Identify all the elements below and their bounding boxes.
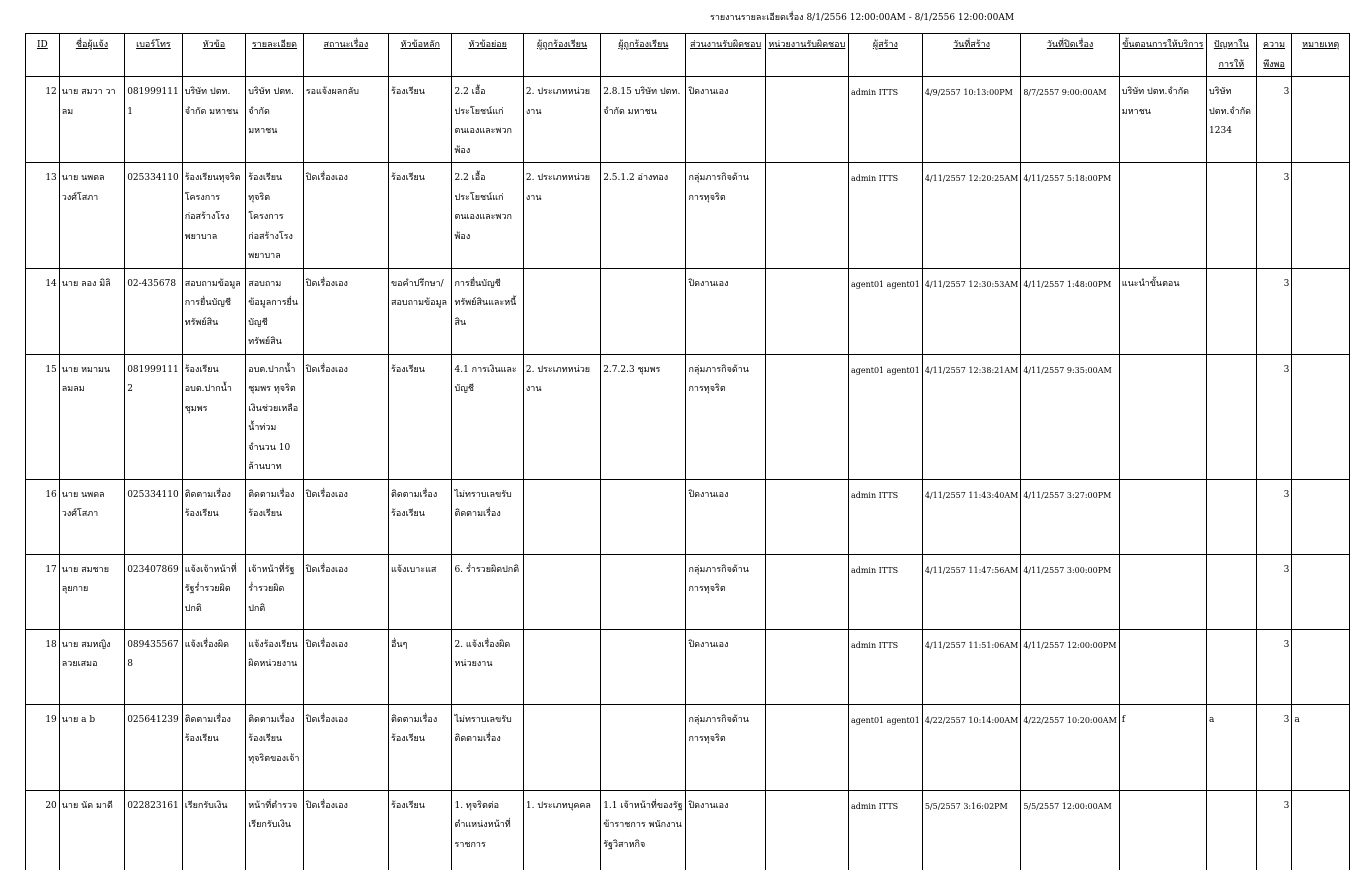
service-cell: [1119, 354, 1206, 479]
phone-cell: 023407869: [125, 554, 183, 629]
topic-cell: ร้องเรียน อบต.ปากน้ำ ชุมพร: [182, 354, 246, 479]
name-cell: นาย นพดล วงศ์โสภา: [59, 479, 124, 554]
detail-cell: หน้าที่ตำรวจเรียกรับเงิน: [246, 790, 304, 870]
creator-cell: admin ITTS: [848, 629, 922, 704]
creator-cell: admin ITTS: [848, 77, 922, 163]
table-row: [26, 554, 1350, 629]
header-phone: เบอร์โทร: [125, 34, 183, 77]
closed-cell: 4/11/2557 3:27:00PM: [1021, 479, 1119, 554]
problem-cell: [1207, 790, 1257, 870]
section-cell: ปิดงานเอง: [686, 77, 765, 163]
main-topic-cell: ร้องเรียน: [388, 790, 452, 870]
agency-cell: [765, 479, 848, 554]
agency-cell: [765, 704, 848, 790]
service-cell: [1119, 479, 1206, 554]
status-cell: ปิดเรื่องเอง: [303, 479, 388, 554]
name-cell: นาย หมามน ลมลม: [59, 354, 124, 479]
agency-cell: [765, 354, 848, 479]
created-cell: 4/22/2557 10:14:00AM: [922, 704, 1020, 790]
satisfaction-cell: 3: [1256, 479, 1292, 554]
topic-cell: แจ้งเจ้าหน้าที่รัฐร่ำรวยผิดปกติ: [182, 554, 246, 629]
detail-cell: เจ้าหน้าที่รัฐร่ำรวยผิดปกติ: [246, 554, 304, 629]
service-cell: บริษัท ปตท.จำกัด มหาชน: [1119, 77, 1206, 163]
phone-cell: 0894355678: [125, 629, 183, 704]
service-cell: f: [1119, 704, 1206, 790]
main-topic-cell: ร้องเรียน: [388, 77, 452, 163]
problem-cell: [1207, 629, 1257, 704]
table-row: [26, 268, 1350, 354]
phone-cell: 025334110: [125, 479, 183, 554]
header-accused-type: ผู้ถูกร้องเรียน: [523, 34, 600, 77]
report-body: [26, 77, 1350, 871]
created-cell: 4/11/2557 12:38:21AM: [922, 354, 1020, 479]
satisfaction-cell: 3: [1256, 790, 1292, 870]
status-cell: ปิดเรื่องเอง: [303, 790, 388, 870]
id-cell: 18: [26, 629, 60, 704]
topic-cell: ร้องเรียนทุจริตโครงการก่อสร้างโรงพยาบาล: [182, 163, 246, 269]
name-cell: นาย สมชาย ลุยกาย: [59, 554, 124, 629]
status-cell: ปิดเรื่องเอง: [303, 554, 388, 629]
closed-cell: 8/7/2557 9:00:00AM: [1021, 77, 1119, 163]
closed-cell: 5/5/2557 12:00:00AM: [1021, 790, 1119, 870]
accused-cell: 2.5.1.2 อ่างทอง: [601, 163, 686, 269]
phone-cell: 022823161: [125, 790, 183, 870]
accused-type-cell: 2. ประเภทหน่วยงาน: [523, 354, 600, 479]
phone-cell: 0819991112: [125, 354, 183, 479]
topic-cell: บริษัท ปตท. จำกัด มหาชน: [182, 77, 246, 163]
service-cell: [1119, 629, 1206, 704]
header-closed: วันที่ปิดเรื่อง: [1021, 34, 1119, 77]
id-cell: 17: [26, 554, 60, 629]
header-accused: ผู้ถูกร้องเรียน: [601, 34, 686, 77]
problem-cell: a: [1207, 704, 1257, 790]
problem-cell: บริษัท ปตท.จำกัด 1234: [1207, 77, 1257, 163]
sub-topic-cell: ไม่ทราบเลขรับติดตามเรื่อง: [452, 704, 523, 790]
id-cell: 20: [26, 790, 60, 870]
detail-cell: อบต.ปากน้ำ ชุมพร ทุจริตเงินช่วยเหลือน้ำท่วม จำนวน 10 ล้านบาท: [246, 354, 304, 479]
report-title: รายงานรายละเอียดเรื่อง 8/1/2556 12:00:00AM - 8/1/2556 12:00:00AM: [710, 13, 1015, 23]
name-cell: นาย สมวา วา ลม: [59, 77, 124, 163]
id-cell: 14: [26, 268, 60, 354]
status-cell: รอแจ้งผลกลับ: [303, 77, 388, 163]
table-row: [26, 163, 1350, 269]
satisfaction-cell: 3: [1256, 554, 1292, 629]
accused-cell: 2.7.2.3 ชุมพร: [601, 354, 686, 479]
agency-cell: [765, 629, 848, 704]
agency-cell: [765, 163, 848, 269]
detail-cell: ร้องเรียนทุจริตโครงการก่อสร้างโรงพยาบาล: [246, 163, 304, 269]
header-remark: หมายเหตุ: [1292, 34, 1350, 77]
status-cell: ปิดเรื่องเอง: [303, 163, 388, 269]
closed-cell: 4/11/2557 9:35:00AM: [1021, 354, 1119, 479]
section-cell: ปิดงานเอง: [686, 268, 765, 354]
main-topic-cell: ติดตามเรื่องร้องเรียน: [388, 479, 452, 554]
accused-cell: [601, 554, 686, 629]
remark-cell: [1292, 268, 1350, 354]
accused-cell: [601, 629, 686, 704]
problem-cell: [1207, 268, 1257, 354]
section-cell: ปิดงานเอง: [686, 479, 765, 554]
service-cell: [1119, 790, 1206, 870]
creator-cell: admin ITTS: [848, 554, 922, 629]
accused-type-cell: [523, 704, 600, 790]
accused-type-cell: 2. ประเภทหน่วยงาน: [523, 77, 600, 163]
created-cell: 4/11/2557 11:47:56AM: [922, 554, 1020, 629]
section-cell: กลุ่มภารกิจด้านการทุจริต: [686, 354, 765, 479]
main-topic-cell: ร้องเรียน: [388, 163, 452, 269]
agency-cell: [765, 554, 848, 629]
header-satisfaction: ความพึงพอ: [1256, 34, 1292, 77]
phone-cell: 025334110: [125, 163, 183, 269]
remark-cell: [1292, 354, 1350, 479]
satisfaction-cell: 3: [1256, 163, 1292, 269]
creator-cell: agent01 agent01: [848, 268, 922, 354]
accused-cell: 2.8.15 บริษัท ปตท. จำกัด มหาชน: [601, 77, 686, 163]
creator-cell: admin ITTS: [848, 479, 922, 554]
header-status: สถานะเรื่อง: [303, 34, 388, 77]
topic-cell: เรียกรับเงิน: [182, 790, 246, 870]
remark-cell: [1292, 479, 1350, 554]
header-created: วันที่สร้าง: [922, 34, 1020, 77]
accused-type-cell: [523, 479, 600, 554]
header-main-topic: หัวข้อหลัก: [388, 34, 452, 77]
main-topic-cell: ขอคำปรึกษา/สอบถามข้อมูล: [388, 268, 452, 354]
remark-cell: [1292, 77, 1350, 163]
problem-cell: [1207, 479, 1257, 554]
main-topic-cell: ติดตามเรื่องร้องเรียน: [388, 704, 452, 790]
detail-cell: ติดตามเรื่องร้องเรียน: [246, 479, 304, 554]
service-cell: แนะนำขั้นตอน: [1119, 268, 1206, 354]
sub-topic-cell: 6. ร่ำรวยผิดปกติ: [452, 554, 523, 629]
created-cell: 4/11/2557 11:51:06AM: [922, 629, 1020, 704]
name-cell: นาย นัด มาดี: [59, 790, 124, 870]
table-row: [26, 704, 1350, 790]
table-row: [26, 790, 1350, 870]
name-cell: นาย ลอง มิลิ: [59, 268, 124, 354]
header-section: ส่วนงานรับผิดชอบ: [686, 34, 765, 77]
satisfaction-cell: 3: [1256, 354, 1292, 479]
topic-cell: สอบถามข้อมูลการยื่นบัญชีทรัพย์สิน: [182, 268, 246, 354]
creator-cell: agent01 agent01: [848, 704, 922, 790]
id-cell: 16: [26, 479, 60, 554]
remark-cell: [1292, 629, 1350, 704]
accused-cell: [601, 268, 686, 354]
accused-type-cell: 1. ประเภทบุคคล: [523, 790, 600, 870]
accused-type-cell: 2. ประเภทหน่วยงาน: [523, 163, 600, 269]
accused-type-cell: [523, 629, 600, 704]
detail-cell: สอบถามข้อมูลการยื่นบัญชีทรัพย์สิน: [246, 268, 304, 354]
phone-cell: 025641239: [125, 704, 183, 790]
header-agency: หน่วยงานรับผิดชอบ: [765, 34, 848, 77]
header-topic: หัวข้อ: [182, 34, 246, 77]
closed-cell: 4/11/2557 12:00:00PM: [1021, 629, 1119, 704]
problem-cell: [1207, 354, 1257, 479]
created-cell: 4/11/2557 11:43:40AM: [922, 479, 1020, 554]
satisfaction-cell: 3: [1256, 268, 1292, 354]
header-id: ID: [26, 34, 60, 77]
agency-cell: [765, 268, 848, 354]
satisfaction-cell: 3: [1256, 77, 1292, 163]
remark-cell: [1292, 554, 1350, 629]
status-cell: ปิดเรื่องเอง: [303, 704, 388, 790]
service-cell: [1119, 163, 1206, 269]
sub-topic-cell: 2.2 เอื้อประโยชน์แก่ตนเองและพวกพ้อง: [452, 163, 523, 269]
remark-cell: [1292, 790, 1350, 870]
accused-type-cell: [523, 554, 600, 629]
name-cell: นาย นพดล วงศ์โสภา: [59, 163, 124, 269]
satisfaction-cell: 3: [1256, 629, 1292, 704]
status-cell: ปิดเรื่องเอง: [303, 354, 388, 479]
sub-topic-cell: 1. ทุจริตต่อตำแหน่งหน้าที่ราชการ: [452, 790, 523, 870]
name-cell: นาย a b: [59, 704, 124, 790]
accused-cell: [601, 479, 686, 554]
created-cell: 4/11/2557 12:30:53AM: [922, 268, 1020, 354]
table-header-row: [26, 34, 1350, 77]
remark-cell: a: [1292, 704, 1350, 790]
table-row: [26, 354, 1350, 479]
header-detail: รายละเอียด: [246, 34, 304, 77]
topic-cell: ติดตามเรื่องร้องเรียน: [182, 704, 246, 790]
accused-cell: [601, 704, 686, 790]
closed-cell: 4/11/2557 5:18:00PM: [1021, 163, 1119, 269]
sub-topic-cell: 2.2 เอื้อประโยชน์แก่ตนเองและพวกพ้อง: [452, 77, 523, 163]
section-cell: กลุ่มภารกิจด้านการทุจริต: [686, 704, 765, 790]
accused-type-cell: [523, 268, 600, 354]
created-cell: 4/11/2557 12:20:25AM: [922, 163, 1020, 269]
accused-cell: 1.1 เจ้าหน้าที่ของรัฐข้าราชการ พนักงานรัฐวิสาหกิจ: [601, 790, 686, 870]
closed-cell: 4/22/2557 10:20:00AM: [1021, 704, 1119, 790]
closed-cell: 4/11/2557 3:00:00PM: [1021, 554, 1119, 629]
id-cell: 12: [26, 77, 60, 163]
detail-cell: แจ้งร้องเรียนผิดหน่วยงาน: [246, 629, 304, 704]
sub-topic-cell: 4.1 การเงินและบัญชี: [452, 354, 523, 479]
creator-cell: agent01 agent01: [848, 354, 922, 479]
created-cell: 5/5/2557 3:16:02PM: [922, 790, 1020, 870]
detail-cell: ติดตามเรื่องร้องเรียนทุจริตของเจ้า: [246, 704, 304, 790]
service-cell: [1119, 554, 1206, 629]
topic-cell: แจ้งเรื่องผิด: [182, 629, 246, 704]
problem-cell: [1207, 163, 1257, 269]
problem-cell: [1207, 554, 1257, 629]
status-cell: ปิดเรื่องเอง: [303, 629, 388, 704]
main-topic-cell: แจ้งเบาะแส: [388, 554, 452, 629]
section-cell: ปิดงานเอง: [686, 790, 765, 870]
header-creator: ผู้สร้าง: [848, 34, 922, 77]
detail-cell: บริษัท ปตท. จำกัด มหาชน: [246, 77, 304, 163]
satisfaction-cell: 3: [1256, 704, 1292, 790]
header-service: ขั้นตอนการให้บริการ: [1119, 34, 1206, 77]
table-row: [26, 479, 1350, 554]
section-cell: กลุ่มภารกิจด้านการทุจริต: [686, 163, 765, 269]
creator-cell: admin ITTS: [848, 163, 922, 269]
status-cell: ปิดเรื่องเอง: [303, 268, 388, 354]
sub-topic-cell: 2. แจ้งเรื่องผิดหน่วยงาน: [452, 629, 523, 704]
phone-cell: 02-435678: [125, 268, 183, 354]
header-sub-topic: หัวข้อย่อย: [452, 34, 523, 77]
closed-cell: 4/11/2557 1:48:00PM: [1021, 268, 1119, 354]
name-cell: นาย สมหญิง ลวยเสมอ: [59, 629, 124, 704]
table-row: [26, 77, 1350, 163]
sub-topic-cell: ไม่ทราบเลขรับติดตามเรื่อง: [452, 479, 523, 554]
report-table: [25, 33, 1350, 870]
sub-topic-cell: การยื่นบัญชีทรัพย์สินและหนี้สิน: [452, 268, 523, 354]
id-cell: 13: [26, 163, 60, 269]
main-topic-cell: อื่นๆ: [388, 629, 452, 704]
header-problem: ปัญหาในการให้: [1207, 34, 1257, 77]
remark-cell: [1292, 163, 1350, 269]
table-row: [26, 629, 1350, 704]
section-cell: ปิดงานเอง: [686, 629, 765, 704]
agency-cell: [765, 790, 848, 870]
id-cell: 19: [26, 704, 60, 790]
agency-cell: [765, 77, 848, 163]
topic-cell: ติดตามเรื่องร้องเรียน: [182, 479, 246, 554]
creator-cell: admin ITTS: [848, 790, 922, 870]
created-cell: 4/9/2557 10:13:00PM: [922, 77, 1020, 163]
section-cell: กลุ่มภารกิจด้านการทุจริต: [686, 554, 765, 629]
header-name: ชื่อผู้แจ้ง: [59, 34, 124, 77]
main-topic-cell: ร้องเรียน: [388, 354, 452, 479]
id-cell: 15: [26, 354, 60, 479]
phone-cell: 0819991111: [125, 77, 183, 163]
